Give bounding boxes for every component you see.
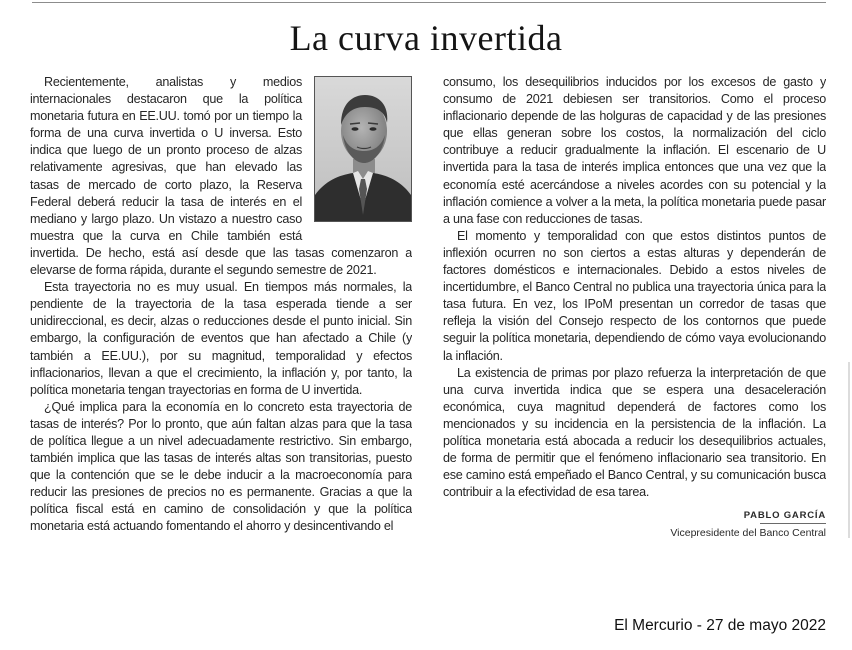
paragraph-2: Esta trayectoria no es muy usual. En tiempos más normales, la pendiente de la trayectoria de la tasa esperada tiende a ser unidireccional, es decir, alzas o reducciones desde el punto inicial. Sin embargo, la configuración de eventos que han afectado a Chile (y también a EE.UU.), por su magnitud, temporalidad y efectos inflacionarios, llevan a que el crecimiento, la inflación y, por tanto, la política monetaria tengan trayectorias en forma de U invertida. xyxy=(30,280,412,397)
article-title: La curva invertida xyxy=(289,18,563,58)
paragraph-3-end: consumo, los desequilibrios inducidos por los excesos de gasto y consumo de 2021 debiesen ser transitorios. Como el proceso inflacionario depende de las holguras de capacidad y de las presiones que ellas generan sobre los costos, la normalización del ciclo contribuye a reducir gradualmente la inflación. El escenario de U invertida para la tasa de interés implica entonces que una vez que la economía esté acercándose a niveles acordes con su potencial y la inflación comience a volver a la meta, la política monetaria puede pasar a una fase con reducciones de tasas. xyxy=(443,75,826,226)
source-caption: El Mercurio - 27 de mayo 2022 xyxy=(614,617,826,634)
paragraph-3-start: ¿Qué implica para la economía en lo concreto esta trayectoria de tasas de interés? Por lo pronto, que aún faltan alzas para que la tasa de política llegue a un nivel adecuadamente restrictivo. Sin embargo, también implica que las tasas de interés altas son transitorias, puesto que la contención que se le debe inducir a la macroeconomía para reducir las presiones de precios no es permanente. Gracias a que la política fiscal está en camino de consolidación y que la política monetaria está actuando fomentando el ahorro y desincentivando el xyxy=(30,399,412,534)
article-column-left xyxy=(30,74,412,546)
author-name: PABLO GARCÍA xyxy=(743,510,826,521)
article-fulltext xyxy=(0,0,1,1)
author-portrait-image xyxy=(315,77,411,221)
paragraph-4: El momento y temporalidad con que estos distintos puntos de inflexión ocurren no son ciertos a estas alturas y dependerán de factores domésticos e internacionales. Debido a estos niveles de incertidumbre, el Banco Central no publica una trayectoria única para la tasa futura. En vez, los IPoM presentan un corredor de tasas que refleja la visión del Consejo respecto de los contornos que puede seguir la política monetaria, dependiendo de cómo vaya evolucionando la inflación. xyxy=(443,228,826,363)
author-photo xyxy=(314,76,412,222)
page-edge-mark xyxy=(848,362,850,538)
author-role: Vicepresidente del Banco Central xyxy=(670,527,826,539)
article-column-right xyxy=(443,74,826,514)
byline-rule xyxy=(760,523,826,524)
paragraph-5: La existencia de primas por plazo refuerza la interpretación de que una curva invertida indica que se espera una desaceleración económica, cuya magnitud dependerá de factores como los mencionados y su incidencia en la persistencia de la inflación. La política monetaria está abocada a reducir los desequilibrios actuales, de forma de permitir que el fenómeno inflacionario sea transitorio. En ese camino está empeñado el Banco Central, y su comunicación busca contribuir a la efectividad de esa tarea. xyxy=(443,365,826,500)
paragraph-1: Recientemente, analistas y medios internacionales destacaron que la política monetaria futura en EE.UU. tomó por un tiempo la forma de una curva invertida o U inversa. Esto indica que luego de un pronto proceso de alzas relativamente agresivas, que han elevado las tasas de mercado de corto plazo, la Reserva Federal deberá reducir la tasa de interés en el mediano y largo plazo. Un vistazo a nuestro caso muestra que la curva en Chile también está invertida. De hecho, está así desde que las tasas comenzaron a elevarse de forma rápida, durante el segundo semestre de 2021. xyxy=(30,75,412,278)
top-rule xyxy=(32,2,826,3)
